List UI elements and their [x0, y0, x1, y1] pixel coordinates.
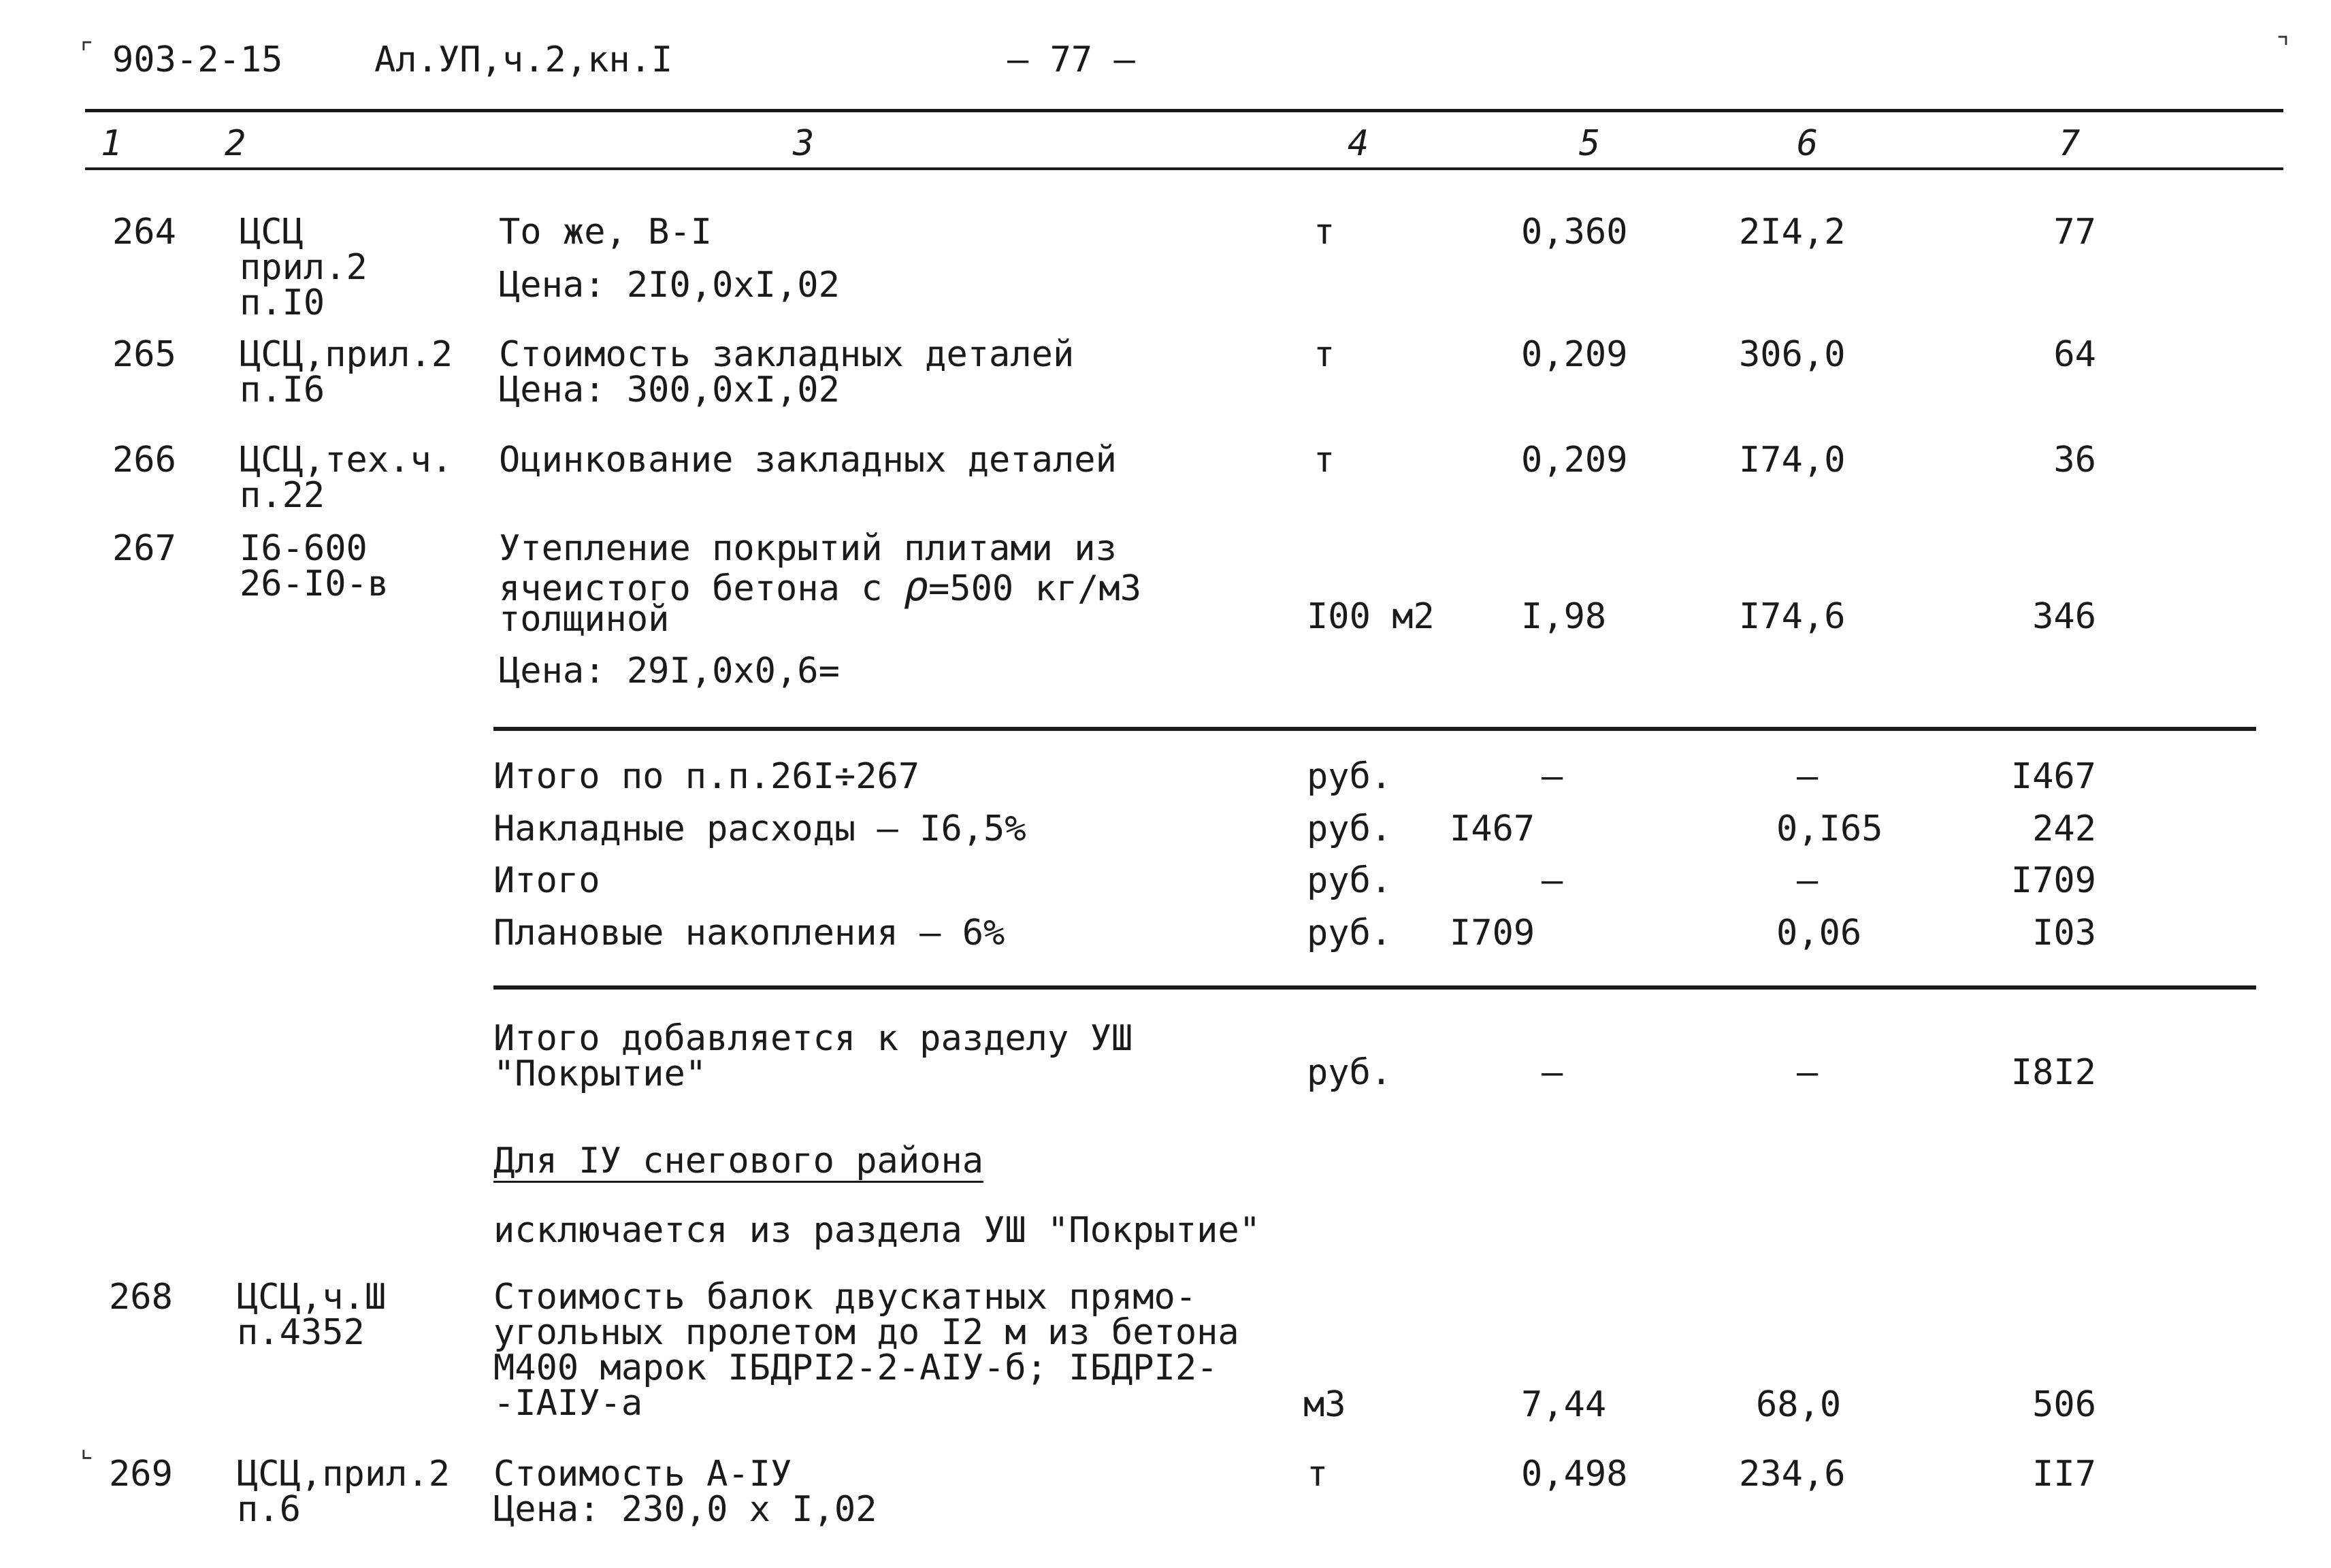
- row-unit-cost: 2I4,2: [1739, 212, 1846, 252]
- summary-label: Итого по п.п.26I÷267: [493, 756, 920, 797]
- summary-total: I467: [2010, 756, 2096, 797]
- row-unit-cost: 234,6: [1739, 1454, 1846, 1494]
- row-description: Стоимость закладных деталей Цена: 300,0xI,02: [499, 334, 1075, 410]
- row-total: 77: [2053, 212, 2096, 252]
- row-description: Утепление покрытий плитами из: [499, 528, 1117, 569]
- summary-unit: руб.: [1307, 913, 1392, 953]
- added-col6: –: [1797, 1052, 1819, 1093]
- col-header-5: 5: [1579, 123, 1601, 164]
- row-unit: т: [1314, 440, 1335, 480]
- row-quantity: 7,44: [1521, 1384, 1607, 1425]
- row-reference: I6-600 26-I0-в: [240, 528, 389, 604]
- summary-col6: –: [1797, 756, 1819, 797]
- added-unit: руб.: [1307, 1052, 1392, 1093]
- col-header-1: 1: [101, 123, 123, 164]
- col-header-3: 3: [793, 123, 815, 164]
- row-reference: ЦСЦ,ч.Ш п.4352: [237, 1277, 387, 1353]
- row-unit: I00 м2: [1307, 596, 1435, 637]
- row-number: 265: [112, 334, 176, 375]
- row-reference: ЦСЦ,тех.ч. п.22: [240, 440, 453, 516]
- summary-base: I467: [1450, 808, 1535, 849]
- added-label: Итого добавляется к разделу УШ "Покрытие": [493, 1018, 1133, 1094]
- row-description: То же, В-I: [499, 212, 713, 252]
- summary-unit: руб.: [1307, 756, 1392, 797]
- row-unit-cost: I74,6: [1739, 596, 1846, 637]
- row-number: 266: [112, 440, 176, 480]
- section-rule: [493, 985, 2256, 990]
- col-header-6: 6: [1797, 123, 1819, 164]
- summary-base: I709: [1450, 913, 1535, 953]
- rho-symbol: ρ: [903, 563, 928, 610]
- summary-total: I03: [2032, 913, 2096, 953]
- col-header-2: 2: [225, 123, 246, 164]
- row-quantity: 0,209: [1521, 440, 1628, 480]
- row-reference: ЦСЦ прил.2 п.I0: [240, 212, 368, 323]
- row-description-line: толщиной: [499, 599, 670, 640]
- row-description: Оцинкование закладных деталей: [499, 440, 1117, 480]
- added-col5: –: [1542, 1052, 1563, 1093]
- page-number: — 77 —: [1007, 39, 1135, 80]
- summary-total: I709: [2010, 860, 2096, 901]
- row-total: 64: [2053, 334, 2096, 375]
- doc-number: 903-2-15: [112, 39, 283, 80]
- row-number: 264: [112, 212, 176, 252]
- row-quantity: I,98: [1521, 596, 1607, 637]
- summary-col5: –: [1542, 860, 1563, 901]
- section-rule: [493, 727, 2256, 731]
- row-number: 267: [112, 528, 176, 569]
- row-quantity: 0,498: [1521, 1454, 1628, 1494]
- col-header-7: 7: [2059, 123, 2081, 164]
- row-quantity: 0,360: [1521, 212, 1628, 252]
- row-unit: т: [1314, 212, 1335, 252]
- row-number: 268: [109, 1277, 173, 1318]
- row-total: 506: [2032, 1384, 2096, 1425]
- row-description-line: ячеистого бетона с ρ=500 кг/м3: [499, 563, 1142, 610]
- section-heading: Для IУ снегового района: [493, 1141, 984, 1181]
- section-note: исключается из раздела УШ "Покрытие": [493, 1210, 1261, 1251]
- row-unit-cost: 68,0: [1756, 1384, 1842, 1425]
- row-number: 269: [109, 1454, 173, 1494]
- album-reference: Ал.УП,ч.2,кн.I: [374, 39, 673, 80]
- column-header-rule: [85, 167, 2283, 170]
- added-total: I8I2: [2010, 1052, 2096, 1093]
- row-reference: ЦСЦ,прил.2 п.6: [237, 1454, 451, 1530]
- summary-label: Накладные расходы – I6,5%: [493, 808, 1026, 849]
- row-price-note: Цена: 29I,0x0,6=: [499, 651, 840, 691]
- row-total: II7: [2032, 1454, 2096, 1494]
- summary-col6: –: [1797, 860, 1819, 901]
- summary-unit: руб.: [1307, 808, 1392, 849]
- summary-label: Плановые накопления – 6%: [493, 913, 1005, 953]
- summary-label: Итого: [493, 860, 600, 901]
- summary-col6: 0,06: [1776, 913, 1862, 953]
- col-header-4: 4: [1348, 123, 1369, 164]
- row-unit-cost: 306,0: [1739, 334, 1846, 375]
- corner-mark: ⌞: [80, 1433, 93, 1464]
- summary-total: 242: [2032, 808, 2096, 849]
- row-description: Стоимость А-IУ Цена: 230,0 x I,02: [493, 1454, 877, 1530]
- row-total: 346: [2032, 596, 2096, 637]
- header-rule: [85, 109, 2283, 112]
- row-reference: ЦСЦ,прил.2 п.I6: [240, 334, 453, 410]
- row-unit: т: [1314, 334, 1335, 375]
- row-unit: м3: [1303, 1384, 1346, 1425]
- row-description: Стоимость балок двускатных прямо- угольных пролетом до I2 м из бетона М400 марок IБДРI2-2-АIУ-б; IБДРI2- -IАIУ-а: [493, 1277, 1239, 1424]
- summary-col6: 0,I65: [1776, 808, 1883, 849]
- row-total: 36: [2053, 440, 2096, 480]
- row-unit: т: [1307, 1454, 1328, 1494]
- summary-col5: –: [1542, 756, 1563, 797]
- row-quantity: 0,209: [1521, 334, 1628, 375]
- summary-unit: руб.: [1307, 860, 1392, 901]
- row-price-note: Цена: 2I0,0xI,02: [499, 265, 840, 306]
- row-unit-cost: I74,0: [1739, 440, 1846, 480]
- corner-mark: ⌜: [80, 37, 93, 69]
- corner-mark: ⌝: [2277, 32, 2289, 63]
